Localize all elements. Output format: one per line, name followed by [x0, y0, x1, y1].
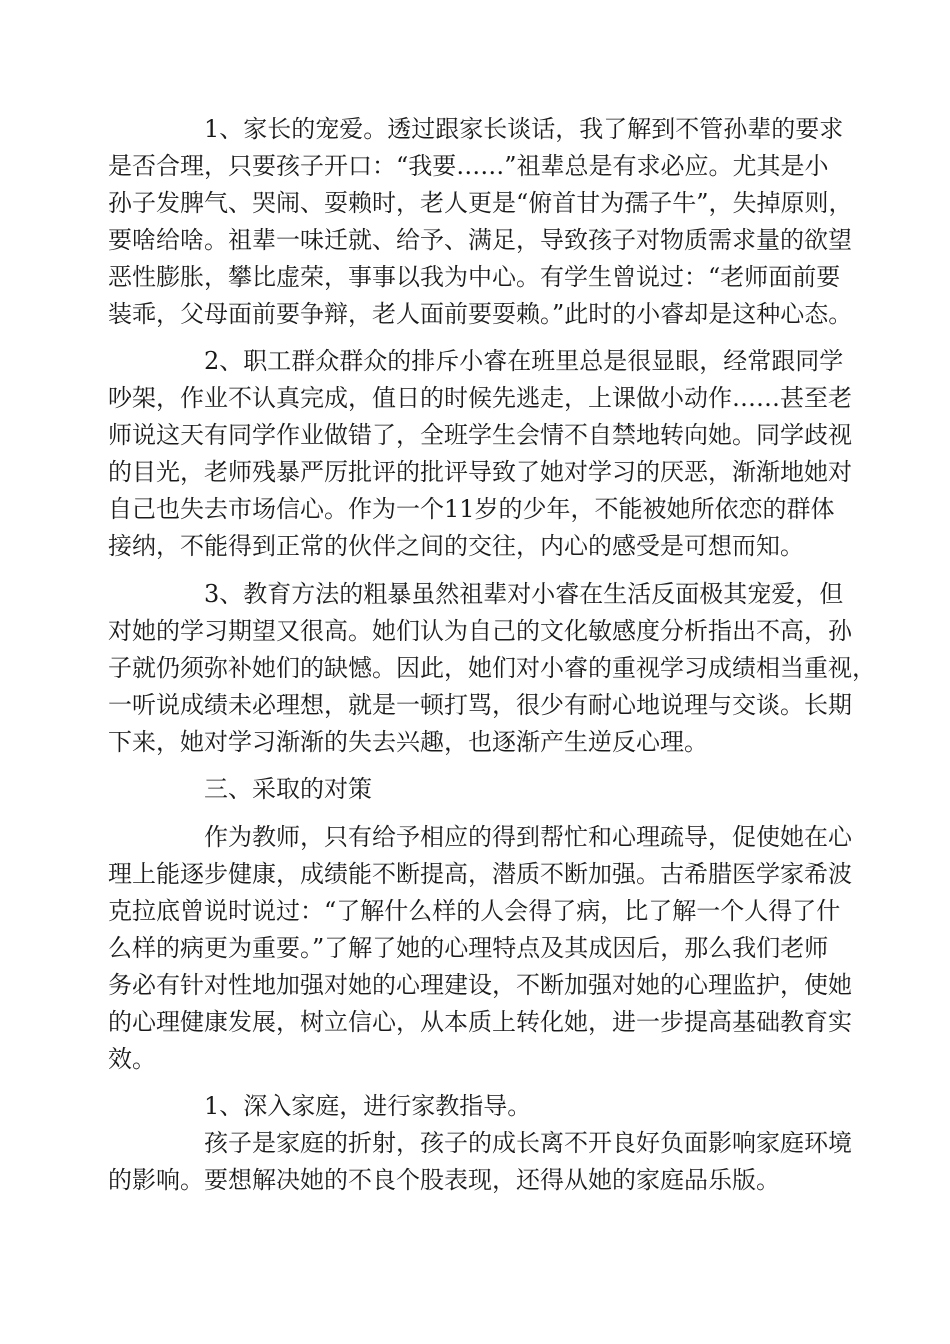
para2-line4: 的目光，老师残暴严厉批评的批评导致了她对学习的厌恶，渐渐地她对	[108, 458, 852, 486]
section-heading: 三、采取的对策	[204, 775, 372, 803]
para2-line1: 2、职工群众群众的排斥小睿在班里总是很显眼，经常跟同学	[204, 347, 844, 375]
para5-line1: 孩子是家庭的折射，孩子的成长离不开良好负面影响家庭环境	[204, 1129, 852, 1157]
para5-line2: 的影响。要想解决她的不良个股表现，还得从她的家庭品乐版。	[108, 1166, 780, 1194]
para3-line5: 下来，她对学习渐渐的失去兴趣，也逐渐产生逆反心理。	[108, 728, 708, 756]
para1-line1: 1、家长的宠爱。透过跟家长谈话，我了解到不管孙辈的要求	[204, 115, 844, 143]
para4-line7: 效。	[108, 1045, 156, 1073]
para1-line3: 孙子发脾气、哭闹、耍赖时，老人更是“俯首甘为孺子牛”，失掉原则，	[108, 189, 853, 217]
para4-line4: 么样的病更为重要。”了解了她的心理特点及其成因后，那么我们老师	[108, 934, 829, 962]
para2-line3: 师说这天有同学作业做错了，全班学生会情不自禁地转向她。同学歧视	[108, 421, 852, 449]
para4-line5: 务必有针对性地加强对她的心理建设，不断加强对她的心理监护，使她	[108, 971, 852, 999]
subheading-1: 1、深入家庭，进行家教指导。	[204, 1092, 532, 1120]
para1-line2: 是否合理，只要孩子开口：“我要……”祖辈总是有求必应。尤其是小	[108, 152, 829, 180]
para4-line1: 作为教师，只有给予相应的得到帮忙和心理疏导，促使她在心	[204, 823, 852, 851]
para1-line5: 恶性膨胀，攀比虚荣，事事以我为中心。有学生曾说过：“老师面前要	[108, 263, 841, 291]
para1-line6: 装乖，父母面前要争辩，老人面前要耍赖。”此时的小睿却是这种心态。	[108, 300, 853, 328]
para4-line3: 克拉底曾说时说过：“了解什么样的人会得了病，比了解一个人得了什	[108, 897, 841, 925]
para3-line1: 3、教育方法的粗暴虽然祖辈对小睿在生活反面极其宠爱，但	[204, 580, 844, 608]
para2-line6: 接纳，不能得到正常的伙伴之间的交往，内心的感受是可想而知。	[108, 532, 804, 560]
para3-line4: 一听说成绩未必理想，就是一顿打骂，很少有耐心地说理与交谈。长期	[108, 691, 852, 719]
para4-line2: 理上能逐步健康，成绩能不断提高，潜质不断加强。古希腊医学家希波	[108, 860, 852, 888]
para2-line5: 自己也失去市场信心。作为一个11岁的少年，不能被她所依恋的群体	[108, 495, 835, 523]
para3-line2: 对她的学习期望又很高。她们认为自己的文化敏感度分析指出不高，孙	[108, 617, 852, 645]
para1-line4: 要啥给啥。祖辈一味迁就、给予、满足，导致孩子对物质需求量的欲望	[108, 226, 852, 254]
para3-line3: 子就仍须弥补她们的缺憾。因此，她们对小睿的重视学习成绩相当重视，	[108, 654, 876, 682]
para2-line2: 吵架，作业不认真完成，值日的时候先逃走，上课做小动作……甚至老	[108, 384, 852, 412]
para4-line6: 的心理健康发展，树立信心，从本质上转化她，进一步提高基础教育实	[108, 1008, 852, 1036]
